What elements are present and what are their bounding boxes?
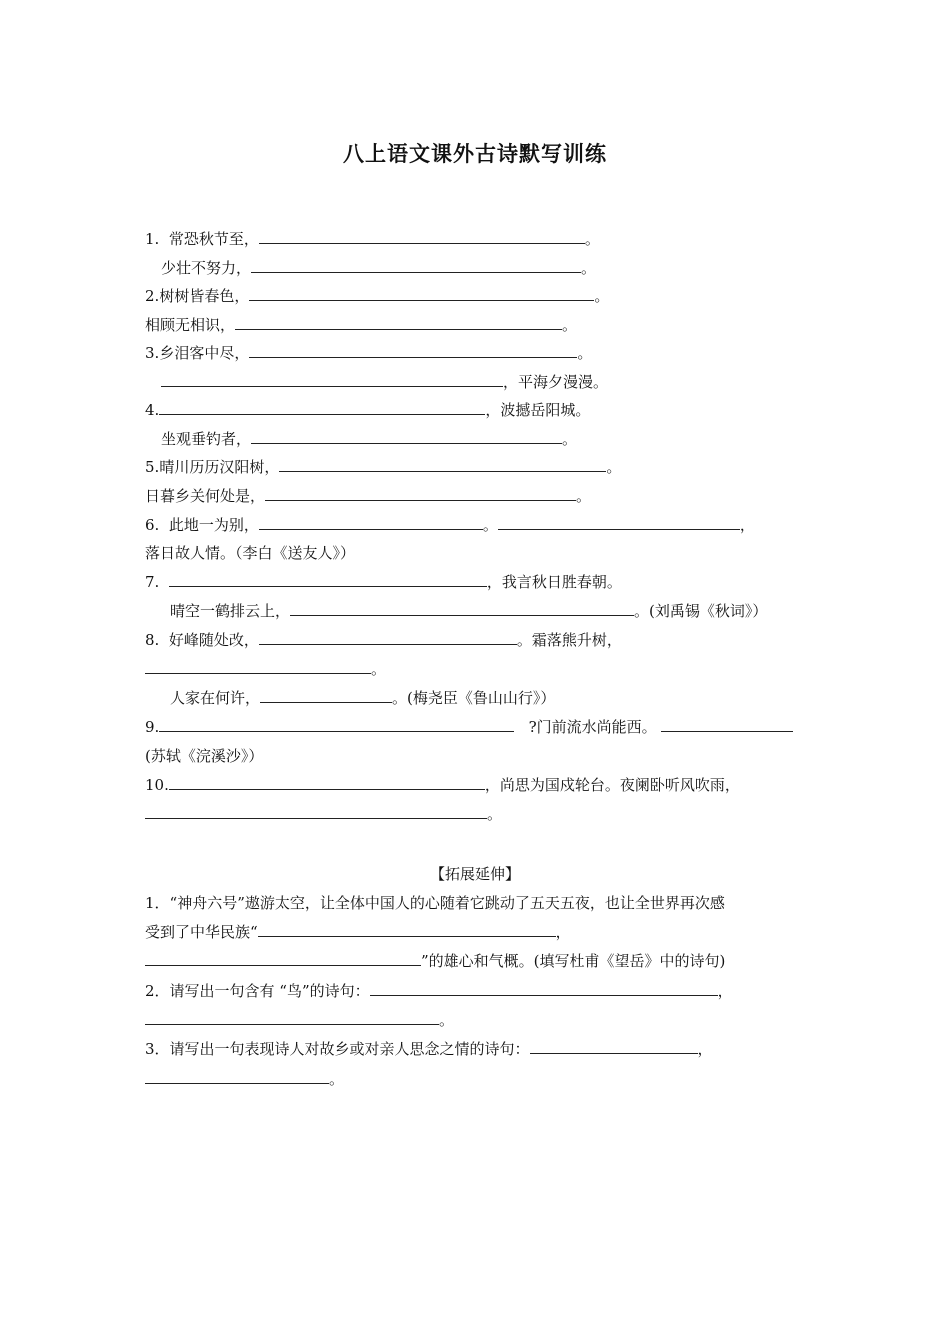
prompt-text: ”的雄心和气概。(填写杜甫《望岳》中的诗句) (421, 952, 726, 970)
attribution: (苏轼《浣溪沙》） (145, 747, 264, 765)
prompt-text: 树树皆春色， (159, 287, 250, 305)
prompt-text: ?门前流水尚能西。 (528, 718, 657, 736)
answer-blank[interactable] (145, 804, 487, 819)
answer-blank[interactable] (159, 717, 514, 732)
answer-blank[interactable] (258, 922, 556, 937)
prompt-text: 此地一为别， (168, 516, 259, 534)
question-1-line-1 (145, 228, 600, 250)
answer-blank[interactable] (290, 601, 634, 616)
punctuation: 。 (606, 458, 622, 476)
answer-blank[interactable] (169, 572, 487, 587)
answer-blank[interactable] (530, 1039, 698, 1054)
prompt-text: 3．请写出一句表现诗人对故乡或对亲人思念之情的诗句： (145, 1040, 530, 1058)
question-10-line-1 (145, 774, 740, 796)
prompt-text: 日暮乡关何处是， (145, 487, 266, 505)
answer-blank[interactable] (169, 775, 485, 790)
question-number: 9. (145, 718, 160, 736)
prompt-text: ，尚思为国戍轮台。夜阑卧听风吹雨， (484, 776, 740, 794)
question-number: 1. (145, 230, 160, 248)
question-5-line-1 (145, 456, 621, 478)
question-number: 2. (145, 287, 160, 305)
section-heading: 【拓展延伸】 (429, 865, 520, 883)
prompt-text: ，我言秋日胜春朝。 (486, 573, 622, 591)
answer-blank[interactable] (145, 951, 421, 966)
prompt-text: 受到了中华民族“ (145, 923, 258, 941)
punctuation: ， (717, 982, 733, 1000)
question-number: 3. (145, 344, 160, 362)
answer-blank[interactable] (259, 515, 483, 530)
attribution: 。(梅尧臣《鲁山山行》） (392, 689, 556, 707)
punctuation: 。 (584, 230, 600, 248)
answer-blank[interactable] (265, 486, 576, 501)
punctuation: 。 (439, 1011, 455, 1029)
question-10-line-2 (145, 803, 502, 825)
answer-blank[interactable] (279, 457, 606, 472)
answer-blank[interactable] (145, 1069, 329, 1084)
prompt-text: 少壮不努力， (161, 259, 252, 277)
answer-blank[interactable] (259, 229, 585, 244)
prompt-text: 落日故人情。（李白《送友人》） (145, 544, 356, 562)
punctuation: 。 (487, 805, 503, 823)
answer-blank[interactable] (145, 1010, 439, 1025)
punctuation: ， (555, 923, 571, 941)
prompt-text: 好峰随处改， (168, 631, 259, 649)
question-number: 6. (145, 516, 160, 534)
punctuation: 。 (562, 316, 578, 334)
punctuation: 。 (329, 1070, 345, 1088)
question-8-line-3 (170, 687, 555, 709)
extension-2-line-1 (145, 980, 733, 1002)
answer-blank[interactable] (498, 515, 740, 530)
question-2-line-2 (145, 314, 577, 336)
prompt-text: 晴川历历汉阳树， (159, 458, 280, 476)
punctuation: 。 (371, 660, 387, 678)
answer-blank[interactable] (251, 258, 581, 273)
answer-blank[interactable] (661, 717, 793, 732)
question-number: 5. (145, 458, 160, 476)
answer-blank[interactable] (260, 688, 392, 703)
punctuation: ， (697, 1040, 713, 1058)
extension-1-line-3 (145, 950, 725, 972)
prompt-text: ，平海夕漫漫。 (503, 373, 609, 391)
question-number: 7. (145, 573, 160, 591)
attribution: 。(刘禹锡《秋词》） (634, 602, 768, 620)
question-7-line-1 (145, 571, 622, 593)
answer-blank[interactable] (259, 630, 517, 645)
extension-3-line-2 (145, 1068, 344, 1090)
prompt-text: 相顾无相识， (145, 316, 236, 334)
question-4-line-2 (161, 428, 577, 450)
answer-blank[interactable] (161, 372, 503, 387)
extension-3-line-1 (145, 1038, 713, 1060)
question-4-line-1 (145, 399, 590, 421)
question-9-line-2 (145, 745, 263, 767)
extension-2-line-2 (145, 1009, 454, 1031)
answer-blank[interactable] (370, 981, 718, 996)
prompt-text: 晴空一鹤排云上， (170, 602, 291, 620)
question-3-line-2 (161, 371, 608, 393)
question-8-line-1 (145, 629, 622, 651)
question-8-line-2 (145, 658, 386, 680)
punctuation: 。 (577, 344, 593, 362)
prompt-text: ，波撼岳阳城。 (485, 401, 591, 419)
punctuation: 。 (594, 287, 610, 305)
question-6-line-2 (145, 542, 355, 564)
answer-blank[interactable] (235, 315, 562, 330)
page-title: 八上语文课外古诗默写训练 (343, 142, 607, 166)
punctuation: 。 (581, 259, 597, 277)
prompt-text: 2．请写出一句含有 “鸟”的诗句： (145, 982, 370, 1000)
answer-blank[interactable] (249, 343, 577, 358)
question-7-line-2 (170, 600, 767, 622)
question-1-line-2 (161, 257, 596, 279)
prompt-text: 乡泪客中尽， (159, 344, 250, 362)
prompt-text: 坐观垂钓者， (161, 430, 252, 448)
prompt-text: 。霜落熊升树， (516, 631, 622, 649)
punctuation: 。 (576, 487, 592, 505)
punctuation: 。 (482, 516, 498, 534)
question-number: 8. (145, 631, 160, 649)
prompt-text: 常恐秋节至， (168, 230, 259, 248)
question-3-line-1 (145, 342, 592, 364)
question-number: 10. (145, 776, 169, 794)
question-5-line-2 (145, 485, 591, 507)
question-9-line-1 (145, 716, 793, 738)
extension-1-line-2 (145, 921, 571, 943)
answer-blank[interactable] (159, 400, 485, 415)
question-2-line-1 (145, 285, 609, 307)
punctuation: ， (739, 516, 755, 534)
prompt-text: 1．“神舟六号”遨游太空，让全体中国人的心随着它跳动了五天五夜，也让全世界再次感 (145, 894, 725, 912)
prompt-text: 人家在何许， (170, 689, 261, 707)
extension-1-line-1 (145, 892, 725, 914)
question-6-line-1 (145, 514, 755, 536)
answer-blank[interactable] (251, 429, 562, 444)
question-number: 4. (145, 401, 160, 419)
answer-blank[interactable] (249, 286, 594, 301)
answer-blank[interactable] (145, 659, 371, 674)
punctuation: 。 (562, 430, 578, 448)
